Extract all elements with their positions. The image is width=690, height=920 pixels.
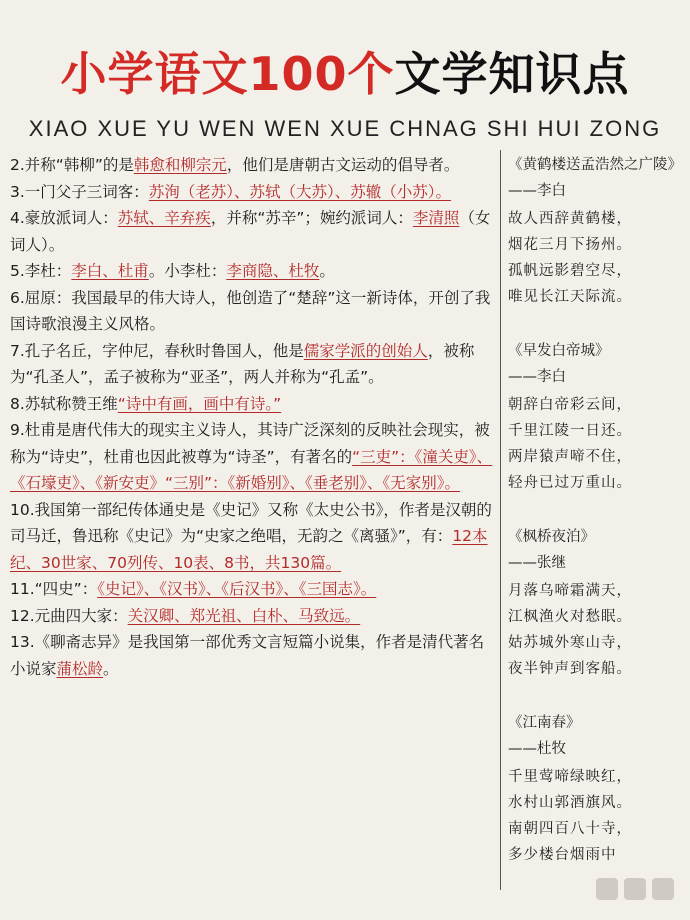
- poem-line: 水村山郭酒旗风。: [508, 795, 632, 811]
- highlighted-answer: 12本纪、30世家、70列传、10表、8书，共130篇。: [10, 527, 488, 572]
- item-text: 5.李杜：: [10, 262, 72, 280]
- page-subtitle: XIAO XUE YU WEN WEN XUE CHNAG SHI HUI ZONG: [28, 116, 662, 141]
- highlighted-answer: 苏洵（老苏）、苏轼（大苏）、苏辙（小苏）。: [148, 182, 452, 201]
- item-text: ，他们是唐朝古文运动的倡导者。: [226, 156, 460, 174]
- highlighted-answer: 关汉卿、郑光祖、白朴、马致远。: [127, 606, 361, 625]
- poem-title: 《黄鹤楼送孟浩然之广陵》: [508, 157, 682, 173]
- poem-line: 姑苏城外寒山寺，: [508, 635, 632, 651]
- poem-line: 孤帆远影碧空尽，: [508, 263, 632, 279]
- title-red-part: 小学语文100个: [60, 47, 395, 101]
- poem-line: 烟花三月下扬州。: [508, 237, 632, 253]
- item-text: 3.一门父子三词客：: [10, 182, 149, 201]
- poem-line: 月落乌啼霜满天，: [508, 583, 632, 599]
- knowledge-item: [10, 205, 494, 258]
- knowledge-item: [10, 497, 494, 577]
- title-black-part: 文学知识点: [394, 47, 630, 101]
- highlighted-answer: 苏轼、辛弃疾: [117, 209, 211, 227]
- poem-block: [508, 710, 686, 868]
- item-text: 。: [319, 262, 335, 280]
- poem-line: 轻舟已过万重山。: [508, 475, 632, 491]
- knowledge-item: [10, 576, 494, 603]
- item-text: 9.杜甫是唐代伟大的现实主义诗人，其诗广泛深刻的反映社会现实，被称为“诗史”，杜甫也因此被尊为“诗圣”，有著名的: [10, 421, 490, 466]
- highlighted-answer: “三吏”：《潼关吏》、《石壕吏》、《新安吏》“三别”：《新婚别》、《垂老别》、《无家别》。: [10, 447, 493, 492]
- item-text: 。: [103, 659, 119, 678]
- highlighted-answer: “诗中有画，画中有诗。”: [117, 394, 282, 413]
- knowledge-item: [10, 258, 494, 285]
- knowledge-item: [10, 629, 494, 682]
- watermark-icon: [624, 878, 646, 900]
- highlighted-answer: 李清照: [412, 209, 460, 227]
- knowledge-item: [10, 152, 494, 179]
- poem-block: [508, 524, 686, 682]
- poem-line: 两岸猿声啼不住，: [508, 449, 632, 465]
- knowledge-item: [10, 391, 494, 418]
- item-text: 4.豪放派词人：: [10, 209, 118, 227]
- item-text: 10.我国第一部纪传体通史是《史记》又称《太史公书》，作者是汉朝的司马迁，鲁迅称《史记》为“史家之绝唱，无韵之《离骚》”，有：: [10, 500, 492, 545]
- poem-line: 朝辞白帝彩云间，: [508, 397, 632, 413]
- item-text: 7.孔子名丘，字仲尼，春秋时鲁国人，他是: [10, 341, 304, 360]
- poem-line: 江枫渔火对愁眠。: [508, 609, 632, 625]
- watermark-icon: [652, 878, 674, 900]
- poem-author: ——张继: [508, 555, 566, 571]
- page-title: [0, 38, 690, 104]
- knowledge-list: [10, 152, 494, 682]
- knowledge-item: [10, 179, 494, 206]
- poem-author: ——李白: [508, 369, 566, 385]
- item-text: 12.元曲四大家：: [10, 606, 128, 625]
- poem-line: 故人西辞黄鹤楼，: [508, 211, 632, 227]
- item-text: 11.“四史”：: [10, 580, 98, 598]
- item-text: ，并称“苏辛”；婉约派词人：: [210, 209, 413, 227]
- poem-block: [508, 338, 686, 496]
- poem-title: 《枫桥夜泊》: [508, 529, 595, 545]
- poem-author: ——杜牧: [508, 741, 566, 757]
- highlighted-answer: 蒲松龄: [56, 659, 104, 678]
- item-text: 8.苏轼称赞王维: [10, 394, 118, 413]
- highlighted-answer: 儒家学派的创始人: [303, 341, 428, 360]
- knowledge-item: [10, 417, 494, 497]
- watermark-icon: [596, 878, 618, 900]
- poem-line: 千里莺啼绿映红，: [508, 769, 632, 785]
- item-text: （女词人）。: [10, 209, 491, 254]
- highlighted-answer: 《史记》、《汉书》、《后汉书》、《三国志》。: [97, 580, 377, 598]
- poem-line: 夜半钟声到客船。: [508, 661, 632, 677]
- highlighted-answer: 李白、杜甫: [71, 262, 149, 280]
- item-text: 2.并称“韩柳”的是: [10, 156, 134, 174]
- column-divider: [500, 150, 501, 890]
- watermark-icons: [596, 876, 678, 902]
- poem-block: [508, 152, 686, 310]
- item-text: 13.《聊斋志异》是我国第一部优秀文言短篇小说集，作者是清代著名小说家: [10, 633, 485, 678]
- knowledge-item: [10, 338, 494, 391]
- item-text: 。小李杜：: [148, 262, 227, 280]
- highlighted-answer: 李商隐、杜牧: [226, 262, 320, 280]
- item-text: 6.屈原：我国最早的伟大诗人，他创造了“楚辞”这一新诗体，开创了我国诗歌浪漫主义风格。: [10, 288, 491, 333]
- poem-line: 多少楼台烟雨中: [508, 847, 617, 863]
- poem-title: 《早发白帝城》: [508, 343, 610, 359]
- knowledge-item: [10, 603, 494, 630]
- poem-title: 《江南春》: [508, 715, 581, 731]
- highlighted-answer: 韩愈和柳宗元: [133, 156, 227, 174]
- poem-column: [508, 152, 686, 896]
- poem-line: 千里江陵一日还。: [508, 423, 632, 439]
- poem-line: 南朝四百八十寺，: [508, 821, 632, 837]
- poem-line: 唯见长江天际流。: [508, 289, 632, 305]
- poem-author: ——李白: [508, 183, 566, 199]
- item-text: ，被称为“孔圣人”，孟子被称为“亚圣”，两人并称为“孔孟”。: [10, 341, 475, 386]
- knowledge-item: [10, 285, 494, 338]
